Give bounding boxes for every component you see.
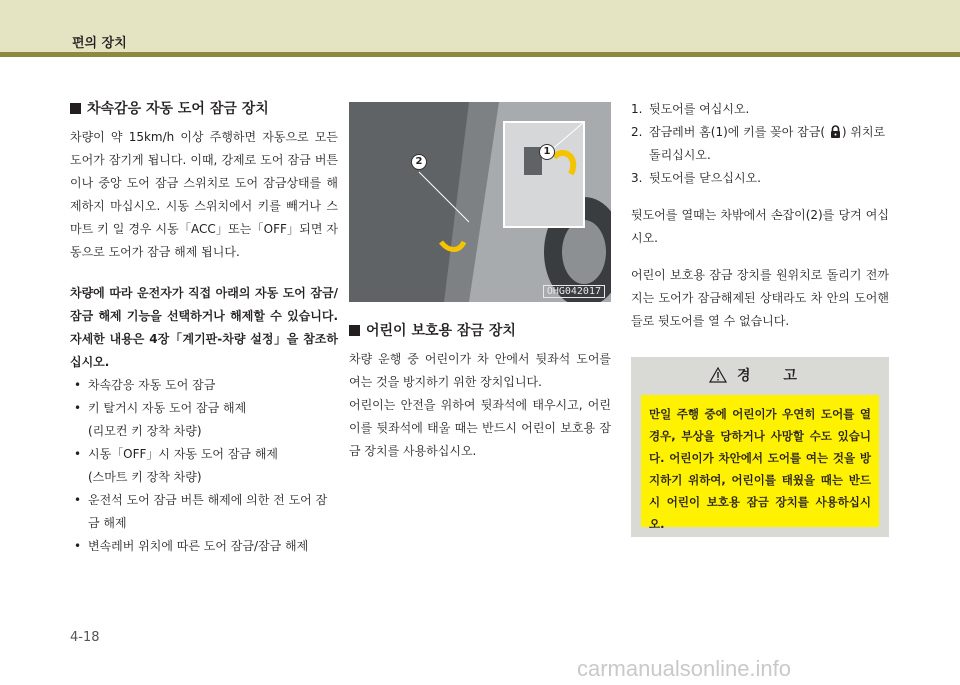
list-item: • 키 탈거시 자동 도어 잠금 해제 (리모컨 키 장착 차량) [74, 401, 247, 438]
rear-door-open-paragraph: 뒷도어를 열때는 차밖에서 손잡이(2)를 당겨 여십시오. [631, 208, 889, 245]
list-item: 2. 잠금레버 홈(1)에 키를 꽂아 잠금( ) 위치로 돌리십시오. [631, 125, 886, 162]
feature-list [70, 374, 338, 558]
section-title-child-lock: 어린이 보호용 잠금 장치 [349, 320, 611, 340]
callout-1: 1 [539, 144, 555, 160]
right-column [631, 98, 889, 537]
door-illustration [349, 102, 611, 302]
warning-box [631, 357, 889, 537]
watermark: carmanualsonline.info [577, 656, 792, 681]
callout-2: 2 [411, 154, 427, 170]
child-lock-reset-paragraph: 어린이 보호용 잠금 장치를 원위치로 돌리기 전까지는 도어가 잠금해제된 상태라도 차 안의 도어핸들로 뒷도어를 열 수 없습니다. [631, 268, 889, 328]
child-lock-paragraph-2: 어린이는 안전을 위하여 뒷좌석에 태우시고, 어린이를 뒷좌석에 태울 때는 반드시 어린이 보호용 잠금 장치를 사용하십시오. [349, 398, 611, 458]
square-bullet-icon [70, 103, 81, 114]
step-list [631, 98, 889, 190]
header-rule [0, 52, 960, 57]
warning-triangle-icon [709, 367, 727, 383]
auto-lock-note: 차량에 따라 운전자가 직접 아래의 자동 도어 잠금/잠금 해제 기능을 선택하거나 해제할 수 있습니다. 자세한 내용은 4장「계기판-차량 설정」을 참조하십시오. [70, 286, 338, 369]
middle-column [349, 102, 611, 463]
page-number: 4-18 [70, 630, 100, 645]
list-item: • 변속레버 위치에 따른 도어 잠금/잠금 해제 [74, 539, 309, 553]
lock-icon [829, 125, 842, 138]
list-item: • 차속감응 자동 도어 잠금 [74, 378, 216, 392]
warning-title: 경 고 [737, 368, 811, 384]
door-lock-photo [349, 102, 611, 302]
list-item: • 운전석 도어 잠금 버튼 해제에 의한 전 도어 잠금 해제 [74, 493, 328, 530]
list-item: 3. 뒷도어를 닫으십시오. [631, 171, 761, 185]
photo-code: OHG042017 [543, 285, 605, 298]
auto-lock-paragraph: 차량이 약 15km/h 이상 주행하면 자동으로 모든 도어가 잠기게 됩니다. 이때, 강제로 도어 잠금 버튼이나 중앙 도어 잠금 스위치로 도어 잠금상태를 해제하지 마십시오. 시동 스위치에서 키를 빼거나 스마트 키 일 경우 시동「ACC」또는「OFF」되면 자동으로 도어가 잠금 해제 됩니다. [70, 130, 338, 259]
warning-header [631, 357, 889, 393]
square-bullet-icon [349, 325, 360, 336]
left-column [70, 98, 338, 558]
child-lock-paragraph-1: 차량 운행 중 어린이가 차 안에서 뒷좌석 도어를 여는 것을 방지하기 위한 장치입니다. [349, 352, 611, 389]
list-item: 1. 뒷도어를 여십시오. [631, 102, 750, 116]
section-title-auto-lock: 차속감응 자동 도어 잠금 장치 [70, 98, 338, 118]
warning-text: 만일 주행 중에 어린이가 우연히 도어를 열 경우, 부상을 당하거나 사망할 수도 있습니다. 어린이가 차안에서 도어를 여는 것을 방지하기 위하여, 어린이를 태웠을 때는 반드시 어린이 보호용 잠금 장치를 사용하십시오. [641, 395, 879, 527]
chapter-title: 편의 장치 [72, 36, 127, 51]
page-header [0, 0, 960, 52]
list-item: • 시동「OFF」시 자동 도어 잠금 해제 (스마트 키 장착 차량) [74, 447, 279, 484]
